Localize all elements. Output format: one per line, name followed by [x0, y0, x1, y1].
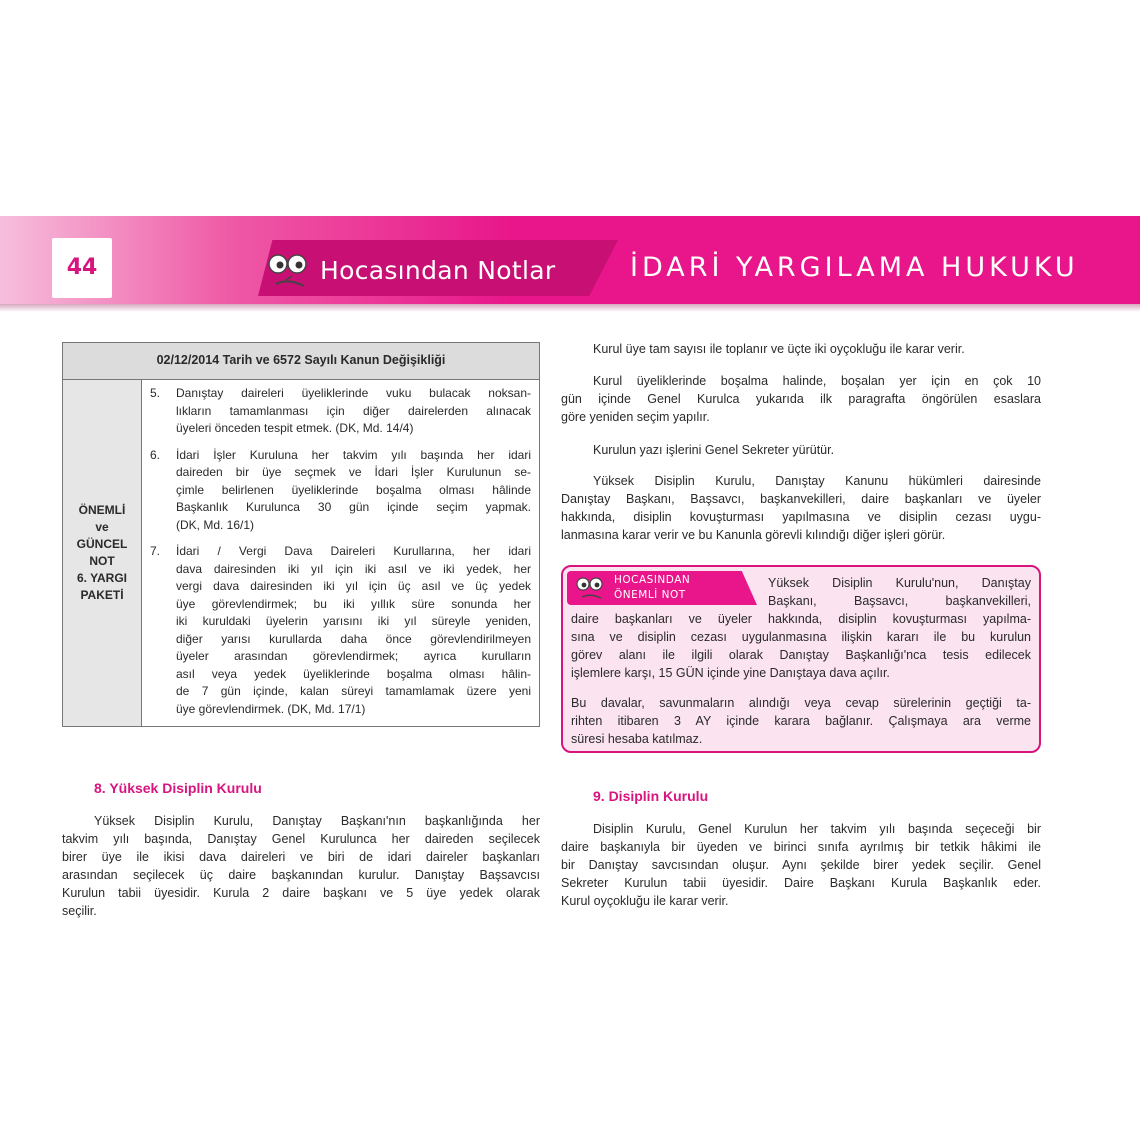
- note-text: [571, 610, 1031, 682]
- note-text-2: [571, 694, 1031, 748]
- side-label-line: NOT: [89, 554, 115, 568]
- side-label-line: ÖNEMLİ: [78, 503, 126, 517]
- law-items: [142, 380, 540, 727]
- text-line: diğer yarısı kurullarda daha önce görevlendirilmeyen: [176, 631, 531, 646]
- section-heading: 9. Disiplin Kurulu: [593, 788, 709, 804]
- text-line: daire başkanıyla bir üyeden ve birinci sınıfa ayrılmış bir tetkik hâkimi ile: [561, 840, 1041, 854]
- important-note-label: [63, 380, 142, 727]
- text-line: göre yeniden seçim yapılır.: [561, 410, 710, 424]
- side-label-line: ve: [95, 520, 109, 534]
- section-9-paragraph: [561, 820, 1041, 910]
- text-line: İdari İşler Kuruluna her takvim yılı başında her idari: [176, 447, 531, 462]
- text-line: Yüksek Disiplin Kurulu, Danıştay Başkanı'nın başkanlığında her: [94, 814, 540, 828]
- text-line: Kurul üyeliklerinde boşalma halinde, boşalan yer için en çok 10: [593, 374, 1041, 388]
- list-item: [150, 385, 531, 438]
- brand-title: Hocasından Notlar: [320, 256, 556, 285]
- eyes-mascot-icon: [264, 250, 324, 294]
- text-line: Sekreter Kurulun tabii üyesidir. Daire Başkanı Kurula Başkanlık eder.: [561, 876, 1041, 890]
- text-line: daireden bir üye seçmek ve İdari İşler Kurulunun se-: [176, 465, 531, 479]
- text-line: bir Danıştay savcısından oluşur. Aynı şekilde birer yedek seçilir. Genel: [561, 858, 1041, 872]
- text-line: vergi dava dairesinden iki yıl için üç asıl ve üç yedek: [176, 579, 531, 593]
- section-heading: 8. Yüksek Disiplin Kurulu: [94, 780, 262, 796]
- paragraph: [561, 372, 1041, 426]
- text-line: süresi hesaba katılmaz.: [571, 732, 703, 746]
- text-line: de 7 gün içinde, kalan süreyi tamamlamak üzere yeni: [176, 684, 531, 698]
- item-text: [176, 385, 531, 438]
- law-table-title: 02/12/2014 Tarih ve 6572 Sayılı Kanun Değişikliği: [63, 343, 540, 380]
- note-tab-label: [614, 573, 690, 603]
- paragraph: [593, 340, 1041, 358]
- text-line: gün içinde Genel Kurulca yukarıda ilk paragrafta öngörülen esaslara: [561, 392, 1041, 406]
- text-line: Kurulun yazı işlerini Genel Sekreter yürütür.: [593, 443, 835, 457]
- item-number: 6.: [150, 447, 161, 462]
- item-text: [176, 447, 531, 535]
- text-line: üyeleri önceden tespit etmek. (DK, Md. 14/4): [176, 421, 414, 435]
- text-line: Yüksek Disiplin Kurulu'nun, Danıştay: [768, 576, 1031, 590]
- text-line: Kurul oyçokluğu ile karar verir.: [561, 894, 729, 908]
- text-line: üye görevlendirmek; bu iki yıllık süre sonunda her: [176, 596, 531, 611]
- text-line: hakkında, disiplin kovuşturması yapılmasına ve disiplin cezası uygu-: [561, 510, 1041, 524]
- text-line: görev alanı ile ilgili olarak Danıştay Başkanlığı'nca tesis edilecek: [571, 648, 1031, 662]
- item-text: [176, 543, 531, 718]
- text-line: dava dairesinden iki yıl için iki asıl ve iki yedek, her: [176, 561, 531, 576]
- text-line: lıkların tamamlanması için diğer dairelerden alınacak: [176, 403, 531, 418]
- side-label-line: 6. YARGI: [76, 571, 128, 585]
- note-tab-line: ÖNEMLİ NOT: [614, 589, 686, 601]
- text-line: Yüksek Disiplin Kurulu, Danıştay Kanunu hükümleri dairesinde: [593, 474, 1041, 488]
- page-number: 44: [52, 238, 112, 298]
- text-line: asıl veya yedek üyeliklerinde boşalma olması hâlin-: [176, 666, 531, 681]
- text-line: Başkanlık Kurulunca 30 gün içinde seçim yapmak.: [176, 500, 531, 514]
- item-number: 7.: [150, 544, 161, 558]
- text-line: birer üye ile ikisi dava daireleri ve biri de idari daireler başkanları: [62, 850, 540, 864]
- text-line: Disiplin Kurulu, Genel Kurulun her takvim yılı başında seçeceği bir: [593, 822, 1041, 836]
- item-number: 5.: [150, 386, 161, 400]
- text-line: iki kuruldaki üyelerin yarısını iki yıl süreyle yeniden,: [176, 614, 531, 628]
- text-line: lanmasına karar verir ve bu Kanunla görevli kılındığı diğer işleri görür.: [561, 528, 946, 542]
- text-line: takvim yılı başında, Danıştay Genel Kurulunca her daireden seçilecek: [62, 832, 540, 846]
- subject-title: İDARİ YARGILAMA HUKUKU: [630, 252, 1079, 283]
- text-line: İdari / Vergi Dava Daireleri Kurullarına, her idari: [176, 544, 531, 558]
- text-line: (DK, Md. 16/1): [176, 517, 255, 532]
- text-line: Kurul üye tam sayısı ile toplanır ve üçte iki oyçokluğu ile karar verir.: [593, 342, 965, 356]
- text-line: seçilir.: [62, 904, 97, 918]
- text-line: çimle belirlenen üyeliklerinde boşalma olması hâlinde: [176, 482, 531, 497]
- side-label-line: PAKETİ: [80, 588, 124, 602]
- section-8-paragraph: [62, 812, 540, 920]
- note-side-text: [768, 574, 1031, 610]
- text-line: üyeler arasından görevlendirmek; ayrıca kurulların: [176, 649, 531, 663]
- text-line: işlemlere karşı, 15 GÜN içinde yine Danıştaya dava açılır.: [571, 666, 890, 680]
- text-line: Bu davalar, savunmaların alındığı veya cevap sürelerinin geçtiği ta-: [571, 696, 1031, 710]
- text-line: Danıştay Başkanı, Başsavcı, başkanvekilleri, daire başkanları ve üyeler: [561, 492, 1041, 506]
- text-line: sına ve disiplin cezası uygulanmasına ilişkin kararı ile bu kurulun: [571, 630, 1031, 644]
- eyes-mascot-icon: [574, 575, 614, 603]
- text-line: Başkanı, Başsavcı, başkanvekilleri,: [768, 594, 1031, 608]
- text-line: Danıştay daireleri üyeliklerinde vuku bulacak noksan-: [176, 386, 531, 400]
- list-item: [150, 543, 531, 718]
- text-line: rihten itibaren 3 AY içinde karara bağlanır. Çalışmaya ara verme: [571, 714, 1031, 728]
- side-label-line: GÜNCEL: [76, 537, 128, 551]
- header-banner-shadow: [0, 304, 1140, 312]
- paragraph: [593, 441, 1041, 459]
- note-tab-line: HOCASINDAN: [614, 574, 691, 586]
- text-line: Kurulun tabii üyesidir. Kurula 2 daire başkanı ve 5 üye yedek olarak: [62, 886, 540, 900]
- text-line: daire başkanları ve üyeler hakkında, disiplin kovuşturması yapılma-: [571, 612, 1031, 626]
- text-line: üye görevlendirmek. (DK, Md. 17/1): [176, 701, 366, 716]
- paragraph: [561, 472, 1041, 544]
- law-amendment-table: [62, 342, 540, 727]
- text-line: arasından seçilecek üç daire başkanından kurulur. Danıştay Başsavcısı: [62, 868, 540, 882]
- list-item: [150, 447, 531, 535]
